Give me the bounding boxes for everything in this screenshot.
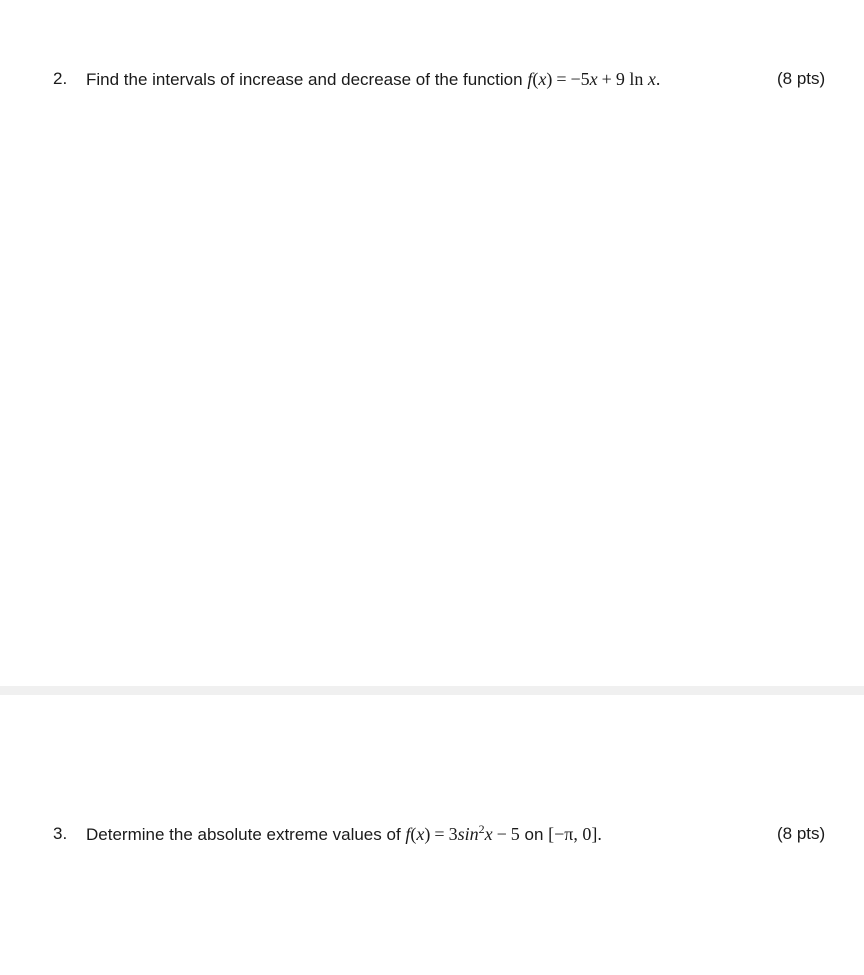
on-word: on: [524, 825, 544, 844]
question-number: 3.: [53, 824, 68, 843]
points-label: (8 pts): [777, 824, 826, 843]
question-text: [86, 822, 602, 847]
question-prompt: Determine the absolute extreme values of: [86, 825, 401, 844]
math-term2-var: x: [647, 69, 656, 89]
math-term1-var: x: [589, 69, 598, 89]
math-sin: sin: [457, 824, 479, 844]
math-f: f: [527, 69, 533, 89]
math-term2: 9 ln: [615, 69, 644, 89]
math-var: x: [484, 824, 493, 844]
question-prompt: Find the intervals of increase and decrease of the function: [86, 70, 523, 89]
question-3: [0, 822, 864, 846]
interval: [−π, 0].: [548, 824, 602, 844]
math-period: .: [655, 69, 661, 89]
math-paren-close: ): [546, 69, 553, 89]
math-plus: +: [601, 69, 612, 89]
math-paren-close: ): [424, 824, 431, 844]
question-text: [86, 67, 660, 92]
math-equals: =: [556, 69, 567, 89]
math-paren-open: (: [532, 69, 539, 89]
math-minus: −: [496, 824, 507, 844]
math-constant: 5: [510, 824, 520, 844]
math-equals: =: [434, 824, 445, 844]
points-label: (8 pts): [777, 69, 826, 88]
question-number: 2.: [53, 69, 68, 88]
page-2: [0, 695, 864, 975]
math-x: x: [538, 69, 547, 89]
math-term1: −5: [570, 69, 590, 89]
function-expression: [527, 69, 660, 89]
function-expression: [405, 824, 519, 844]
math-coefficient: 3: [448, 824, 458, 844]
math-f: f: [405, 824, 411, 844]
math-x: x: [416, 824, 425, 844]
math-paren-open: (: [410, 824, 417, 844]
question-2: [0, 67, 864, 91]
page-separator: [0, 686, 864, 695]
math-exponent: 2: [478, 822, 485, 836]
